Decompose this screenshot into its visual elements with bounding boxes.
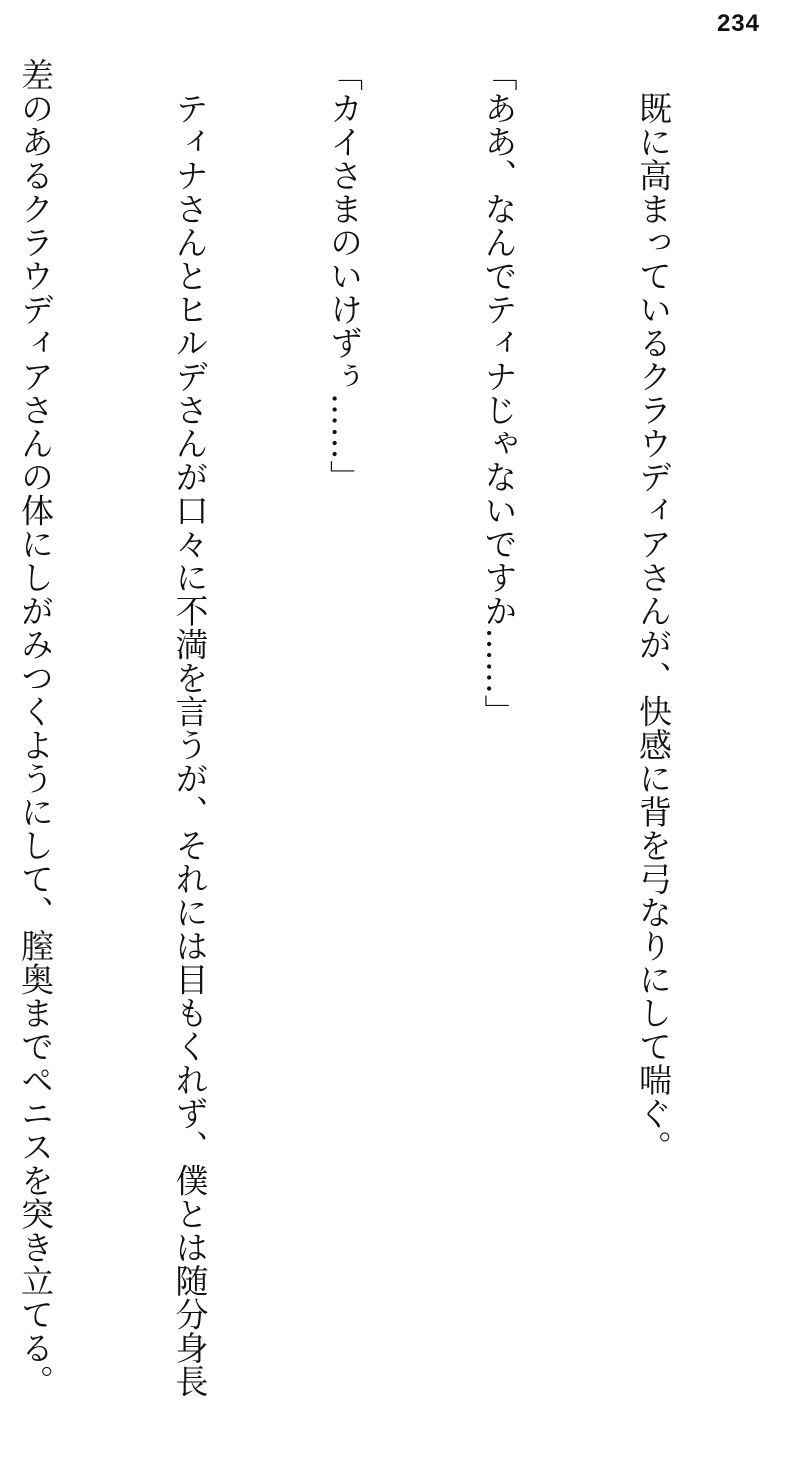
page-number: 234 <box>716 10 760 37</box>
text-line: 差のあるクラウディアさんの体にしがみつくようにして、膣奥までペニスを突き立てる。 <box>16 58 55 1398</box>
text-line: ティナさんとヒルデさんが口々に不満を言うが、それには目もくれず、僕とは随分身長 <box>170 58 210 1398</box>
text-line: 「ああ、なんでティナじゃないですか……」 <box>479 58 519 728</box>
text-line: 既に高まっているクラウディアさんが、快感に背を弓なりにして喘ぐ。 <box>634 58 673 1164</box>
body-text <box>16 58 782 1398</box>
text-line: 「カイさまのいけずぅ……」 <box>325 58 364 494</box>
